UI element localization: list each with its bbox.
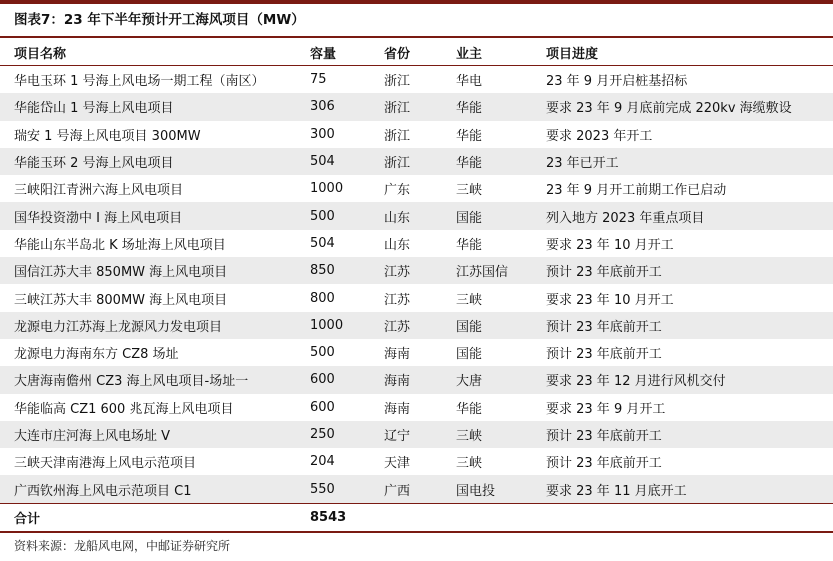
cell-progress: 预计 23 年底前开工 — [546, 257, 833, 284]
total-capacity: 8543 — [310, 503, 384, 532]
cell-owner: 华电 — [456, 74, 483, 90]
cell-capacity: 250 — [310, 421, 384, 448]
top-border — [0, 0, 833, 4]
cell-owner: 华能 — [456, 128, 483, 144]
cell-province: 山东 — [384, 202, 456, 229]
cell-capacity: 204 — [310, 454, 335, 470]
cell-province: 辽宁 — [384, 421, 456, 448]
table-row — [0, 230, 833, 257]
cell-progress: 要求 23 年 10 月开工 — [546, 292, 674, 308]
cell-province: 江苏 — [384, 292, 411, 308]
cell-owner: 大唐 — [456, 366, 546, 393]
cell-capacity: 600 — [310, 399, 335, 415]
cell-name: 国信江苏大丰 850MW 海上风电项目 — [0, 257, 310, 284]
cell-capacity: 300 — [310, 126, 335, 142]
table-row — [0, 312, 833, 339]
table-row — [0, 475, 833, 503]
cell-province: 山东 — [384, 237, 411, 253]
cell-capacity: 600 — [310, 366, 384, 393]
cell-progress: 要求 23 年 9 月底前完成 220kv 海缆敷设 — [546, 93, 833, 120]
cell-owner: 华能 — [456, 93, 546, 120]
cell-capacity: 800 — [310, 290, 335, 306]
cell-progress: 预计 23 年底前开工 — [546, 421, 833, 448]
cell-progress: 要求 23 年 11 月底开工 — [546, 475, 833, 503]
cell-name: 大连市庄河海上风电场址 V — [0, 421, 310, 448]
table-row — [0, 257, 833, 284]
table-row — [0, 366, 833, 393]
cell-capacity: 75 — [310, 72, 327, 88]
table-row — [0, 66, 833, 94]
cell-owner: 三峡 — [456, 456, 483, 472]
cell-province: 广西 — [384, 475, 456, 503]
cell-capacity: 500 — [310, 202, 384, 229]
cell-name: 龙源电力江苏海上龙源风力发电项目 — [0, 312, 310, 339]
cell-progress: 列入地方 2023 年重点项目 — [546, 202, 833, 229]
header-name: 项目名称 — [0, 39, 310, 66]
cell-capacity: 550 — [310, 475, 384, 503]
table-row — [0, 93, 833, 120]
cell-name: 瑞安 1 号海上风电项目 300MW — [14, 128, 201, 144]
total-row — [0, 503, 833, 532]
table-row — [0, 421, 833, 448]
cell-name: 国华投资渤中 I 海上风电项目 — [0, 202, 310, 229]
cell-name: 大唐海南儋州 CZ3 海上风电项目-场址一 — [0, 366, 310, 393]
table-row — [0, 121, 833, 148]
cell-progress: 23 年已开工 — [546, 148, 833, 175]
cell-name: 华电玉环 1 号海上风电场一期工程（南区） — [14, 74, 265, 90]
cell-owner: 三峡 — [456, 421, 546, 448]
cell-progress: 要求 23 年 9 月开工 — [546, 401, 666, 417]
table-row — [0, 339, 833, 366]
projects-table — [0, 39, 833, 533]
header-province: 省份 — [384, 39, 456, 66]
total-empty — [546, 503, 833, 532]
table-row — [0, 284, 833, 311]
cell-progress: 23 年 9 月开工前期工作已启动 — [546, 183, 727, 199]
cell-capacity: 500 — [310, 345, 335, 361]
cell-province: 浙江 — [384, 93, 456, 120]
table-row — [0, 202, 833, 229]
cell-province: 江苏 — [384, 257, 456, 284]
cell-capacity: 850 — [310, 257, 384, 284]
cell-capacity: 306 — [310, 93, 384, 120]
table-row — [0, 148, 833, 175]
cell-name: 三峡阳江青洲六海上风电项目 — [14, 183, 184, 199]
cell-province: 江苏 — [384, 312, 456, 339]
cell-name: 龙源电力海南东方 CZ8 场址 — [14, 347, 179, 363]
cell-progress: 23 年 9 月开启桩基招标 — [546, 74, 688, 90]
source-note: 资料来源：龙船风电网，中邮证券研究所 — [14, 539, 231, 553]
cell-owner: 国能 — [456, 347, 483, 363]
table-header-row — [0, 39, 833, 66]
table-row — [0, 448, 833, 475]
cell-owner: 华能 — [456, 401, 483, 417]
cell-province: 浙江 — [384, 128, 411, 144]
cell-province: 天津 — [384, 456, 411, 472]
cell-progress: 预计 23 年底前开工 — [546, 347, 662, 363]
table-row — [0, 394, 833, 421]
cell-name: 三峡江苏大丰 800MW 海上风电项目 — [14, 292, 228, 308]
cell-name: 华能岱山 1 号海上风电项目 — [0, 93, 310, 120]
cell-province: 浙江 — [384, 148, 456, 175]
total-empty — [456, 503, 546, 532]
cell-province: 浙江 — [384, 74, 411, 90]
cell-province: 海南 — [384, 347, 411, 363]
cell-progress: 要求 23 年 12 月进行风机交付 — [546, 366, 833, 393]
cell-owner: 华能 — [456, 237, 483, 253]
cell-province: 海南 — [384, 401, 411, 417]
cell-name: 华能临高 CZ1 600 兆瓦海上风电项目 — [14, 401, 234, 417]
cell-name: 广西钦州海上风电示范项目 C1 — [0, 475, 310, 503]
cell-owner: 江苏国信 — [456, 257, 546, 284]
cell-progress: 要求 23 年 10 月开工 — [546, 237, 674, 253]
cell-owner: 华能 — [456, 148, 546, 175]
cell-progress: 预计 23 年底前开工 — [546, 456, 662, 472]
cell-owner: 三峡 — [456, 183, 483, 199]
cell-owner: 国能 — [456, 312, 546, 339]
cell-name: 华能山东半岛北 K 场址海上风电项目 — [14, 237, 226, 253]
cell-owner: 国能 — [456, 202, 546, 229]
title-rule — [0, 36, 833, 38]
cell-capacity: 504 — [310, 148, 384, 175]
cell-province: 海南 — [384, 366, 456, 393]
header-progress: 项目进度 — [546, 39, 833, 66]
header-capacity: 容量 — [310, 39, 384, 66]
total-label: 合计 — [0, 503, 310, 532]
cell-progress: 预计 23 年底前开工 — [546, 312, 833, 339]
cell-capacity: 1000 — [310, 181, 344, 197]
total-empty — [384, 503, 456, 532]
table-body — [0, 66, 833, 504]
cell-progress: 要求 2023 年开工 — [546, 128, 653, 144]
cell-owner: 三峡 — [456, 292, 483, 308]
cell-capacity: 1000 — [310, 312, 384, 339]
header-owner: 业主 — [456, 39, 546, 66]
cell-capacity: 504 — [310, 235, 335, 251]
figure-title: 图表7：23 年下半年预计开工海风项目（MW） — [14, 12, 305, 28]
cell-owner: 国电投 — [456, 475, 546, 503]
cell-province: 广东 — [384, 183, 411, 199]
cell-name: 华能玉环 2 号海上风电项目 — [0, 148, 310, 175]
cell-name: 三峡天津南港海上风电示范项目 — [14, 456, 197, 472]
table-row — [0, 175, 833, 202]
